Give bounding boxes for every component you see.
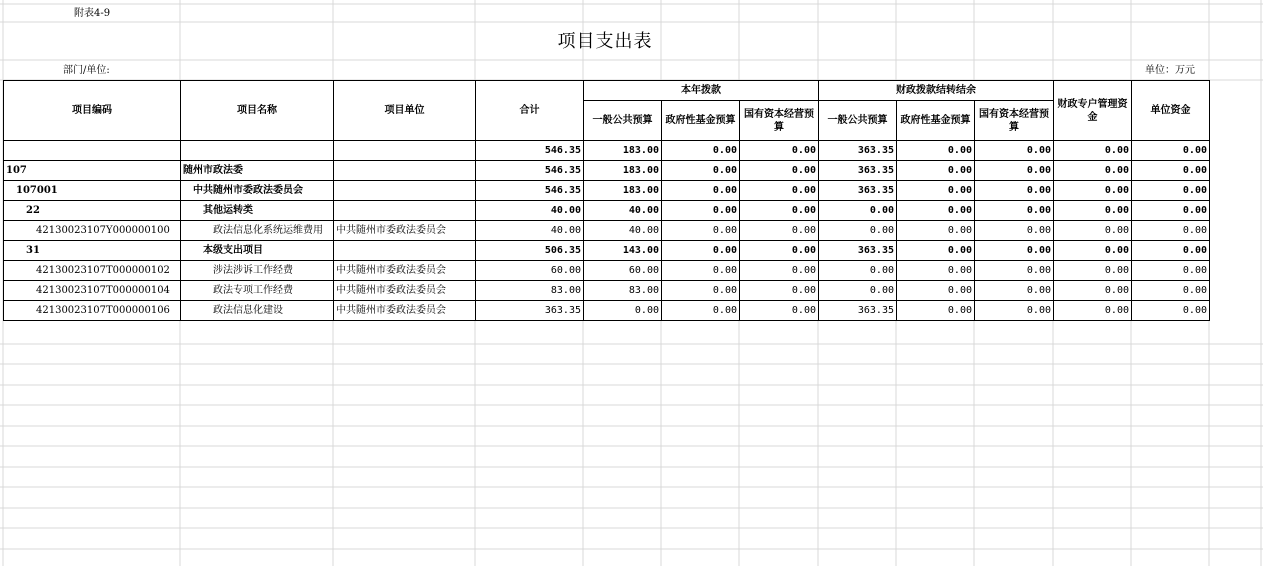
header-current-year-group: 本年拨款 xyxy=(584,81,819,101)
table-row xyxy=(4,221,1210,241)
cell-unit: 中共随州市委政法委员会 xyxy=(334,261,476,281)
cell-c2: 0.00 xyxy=(662,141,740,161)
attachment-label: 附表4-9 xyxy=(74,8,111,19)
cell-c4: 363.35 xyxy=(819,241,897,261)
cell-c5: 0.00 xyxy=(897,181,975,201)
cell-name xyxy=(181,141,334,161)
cell-c2: 0.00 xyxy=(662,301,740,321)
header-unit-fund: 单位资金 xyxy=(1132,81,1210,141)
cell-c5: 0.00 xyxy=(897,261,975,281)
cell-c1: 40.00 xyxy=(584,221,662,241)
cell-c7: 0.00 xyxy=(1054,221,1132,241)
cell-c4: 0.00 xyxy=(819,201,897,221)
cell-c2: 0.00 xyxy=(662,181,740,201)
cell-unit: 中共随州市委政法委员会 xyxy=(334,281,476,301)
cell-c8: 0.00 xyxy=(1132,181,1210,201)
cell-c4: 363.35 xyxy=(819,301,897,321)
cell-c8: 0.00 xyxy=(1132,161,1210,181)
cell-code: 107 xyxy=(4,161,181,181)
cell-c4: 0.00 xyxy=(819,281,897,301)
cell-c5: 0.00 xyxy=(897,301,975,321)
cell-c6: 0.00 xyxy=(975,181,1054,201)
cell-c1: 183.00 xyxy=(584,181,662,201)
cell-c7: 0.00 xyxy=(1054,241,1132,261)
header-general-budget: 一般公共预算 xyxy=(584,101,662,141)
cell-code xyxy=(4,141,181,161)
cell-c4: 363.35 xyxy=(819,181,897,201)
table-row xyxy=(4,181,1210,201)
table-row xyxy=(4,161,1210,181)
cell-name: 政法专项工作经费 xyxy=(181,281,334,301)
cell-c8: 0.00 xyxy=(1132,261,1210,281)
cell-code: 42130023107T000000106 xyxy=(4,301,181,321)
cell-c4: 0.00 xyxy=(819,221,897,241)
header-code: 项目编码 xyxy=(4,81,181,141)
cell-unit xyxy=(334,181,476,201)
cell-code: 22 xyxy=(4,201,181,221)
department-label: 部门/单位: xyxy=(63,65,110,76)
cell-c6: 0.00 xyxy=(975,241,1054,261)
header-carryover-group: 财政拨款结转结余 xyxy=(819,81,1054,101)
cell-c7: 0.00 xyxy=(1054,301,1132,321)
cell-c5: 0.00 xyxy=(897,201,975,221)
cell-c6: 0.00 xyxy=(975,301,1054,321)
header-general-budget-carryover: 一般公共预算 xyxy=(819,101,897,141)
cell-unit xyxy=(334,201,476,221)
unit-label: 单位：万元 xyxy=(1145,65,1195,76)
cell-code: 107001 xyxy=(4,181,181,201)
cell-unit: 中共随州市委政法委员会 xyxy=(334,301,476,321)
cell-total: 506.35 xyxy=(476,241,584,261)
table-row xyxy=(4,261,1210,281)
cell-c1: 143.00 xyxy=(584,241,662,261)
cell-c5: 0.00 xyxy=(897,281,975,301)
header-special-fund: 财政专户管理资金 xyxy=(1054,81,1132,141)
cell-c1: 183.00 xyxy=(584,161,662,181)
cell-unit: 中共随州市委政法委员会 xyxy=(334,221,476,241)
header-total: 合计 xyxy=(476,81,584,141)
cell-c7: 0.00 xyxy=(1054,141,1132,161)
header-state-capital-budget: 国有资本经营预算 xyxy=(740,101,819,141)
cell-c7: 0.00 xyxy=(1054,201,1132,221)
cell-c6: 0.00 xyxy=(975,161,1054,181)
cell-c2: 0.00 xyxy=(662,221,740,241)
cell-unit xyxy=(334,241,476,261)
table-row xyxy=(4,301,1210,321)
cell-c3: 0.00 xyxy=(740,181,819,201)
cell-name: 政法信息化系统运维费用 xyxy=(181,221,334,241)
cell-c3: 0.00 xyxy=(740,161,819,181)
cell-c1: 183.00 xyxy=(584,141,662,161)
header-state-capital-budget-carryover: 国有资本经营预算 xyxy=(975,101,1054,141)
cell-c8: 0.00 xyxy=(1132,241,1210,261)
cell-c3: 0.00 xyxy=(740,201,819,221)
project-expenditure-table xyxy=(3,80,1210,321)
cell-c7: 0.00 xyxy=(1054,281,1132,301)
cell-c8: 0.00 xyxy=(1132,201,1210,221)
cell-c8: 0.00 xyxy=(1132,221,1210,241)
cell-code: 42130023107T000000102 xyxy=(4,261,181,281)
header-gov-fund-budget: 政府性基金预算 xyxy=(662,101,740,141)
table-row xyxy=(4,281,1210,301)
cell-total: 363.35 xyxy=(476,301,584,321)
cell-c3: 0.00 xyxy=(740,241,819,261)
cell-c7: 0.00 xyxy=(1054,261,1132,281)
table-row xyxy=(4,141,1210,161)
cell-c2: 0.00 xyxy=(662,241,740,261)
cell-c3: 0.00 xyxy=(740,221,819,241)
sheet-title: 项目支出表 xyxy=(557,31,653,52)
cell-unit xyxy=(334,161,476,181)
cell-name: 随州市政法委 xyxy=(181,161,334,181)
cell-total: 546.35 xyxy=(476,141,584,161)
cell-c2: 0.00 xyxy=(662,161,740,181)
cell-c1: 40.00 xyxy=(584,201,662,221)
cell-c5: 0.00 xyxy=(897,221,975,241)
cell-c2: 0.00 xyxy=(662,201,740,221)
cell-c4: 0.00 xyxy=(819,261,897,281)
cell-c5: 0.00 xyxy=(897,141,975,161)
cell-c6: 0.00 xyxy=(975,201,1054,221)
cell-c6: 0.00 xyxy=(975,141,1054,161)
cell-c6: 0.00 xyxy=(975,221,1054,241)
cell-name: 政法信息化建设 xyxy=(181,301,334,321)
cell-c3: 0.00 xyxy=(740,281,819,301)
cell-code: 31 xyxy=(4,241,181,261)
cell-total: 546.35 xyxy=(476,161,584,181)
table-row xyxy=(4,241,1210,261)
cell-c2: 0.00 xyxy=(662,261,740,281)
cell-c2: 0.00 xyxy=(662,281,740,301)
cell-c3: 0.00 xyxy=(740,141,819,161)
cell-c8: 0.00 xyxy=(1132,141,1210,161)
cell-c7: 0.00 xyxy=(1054,181,1132,201)
cell-c3: 0.00 xyxy=(740,261,819,281)
cell-name: 其他运转类 xyxy=(181,201,334,221)
cell-total: 60.00 xyxy=(476,261,584,281)
cell-total: 40.00 xyxy=(476,201,584,221)
cell-total: 83.00 xyxy=(476,281,584,301)
table-row xyxy=(4,201,1210,221)
cell-total: 546.35 xyxy=(476,181,584,201)
cell-c8: 0.00 xyxy=(1132,301,1210,321)
cell-code: 42130023107Y000000100 xyxy=(4,221,181,241)
cell-name: 涉法涉诉工作经费 xyxy=(181,261,334,281)
header-unit: 项目单位 xyxy=(334,81,476,141)
header-gov-fund-budget-carryover: 政府性基金预算 xyxy=(897,101,975,141)
cell-name: 中共随州市委政法委员会 xyxy=(181,181,334,201)
cell-c5: 0.00 xyxy=(897,241,975,261)
cell-c1: 83.00 xyxy=(584,281,662,301)
cell-total: 40.00 xyxy=(476,221,584,241)
cell-c3: 0.00 xyxy=(740,301,819,321)
cell-c7: 0.00 xyxy=(1054,161,1132,181)
cell-c6: 0.00 xyxy=(975,281,1054,301)
table-body xyxy=(4,141,1210,321)
cell-c8: 0.00 xyxy=(1132,281,1210,301)
cell-c1: 0.00 xyxy=(584,301,662,321)
cell-c4: 363.35 xyxy=(819,141,897,161)
header-name: 项目名称 xyxy=(181,81,334,141)
cell-unit xyxy=(334,141,476,161)
cell-c4: 363.35 xyxy=(819,161,897,181)
cell-c1: 60.00 xyxy=(584,261,662,281)
cell-c5: 0.00 xyxy=(897,161,975,181)
cell-c6: 0.00 xyxy=(975,261,1054,281)
cell-code: 42130023107T000000104 xyxy=(4,281,181,301)
cell-name: 本级支出项目 xyxy=(181,241,334,261)
